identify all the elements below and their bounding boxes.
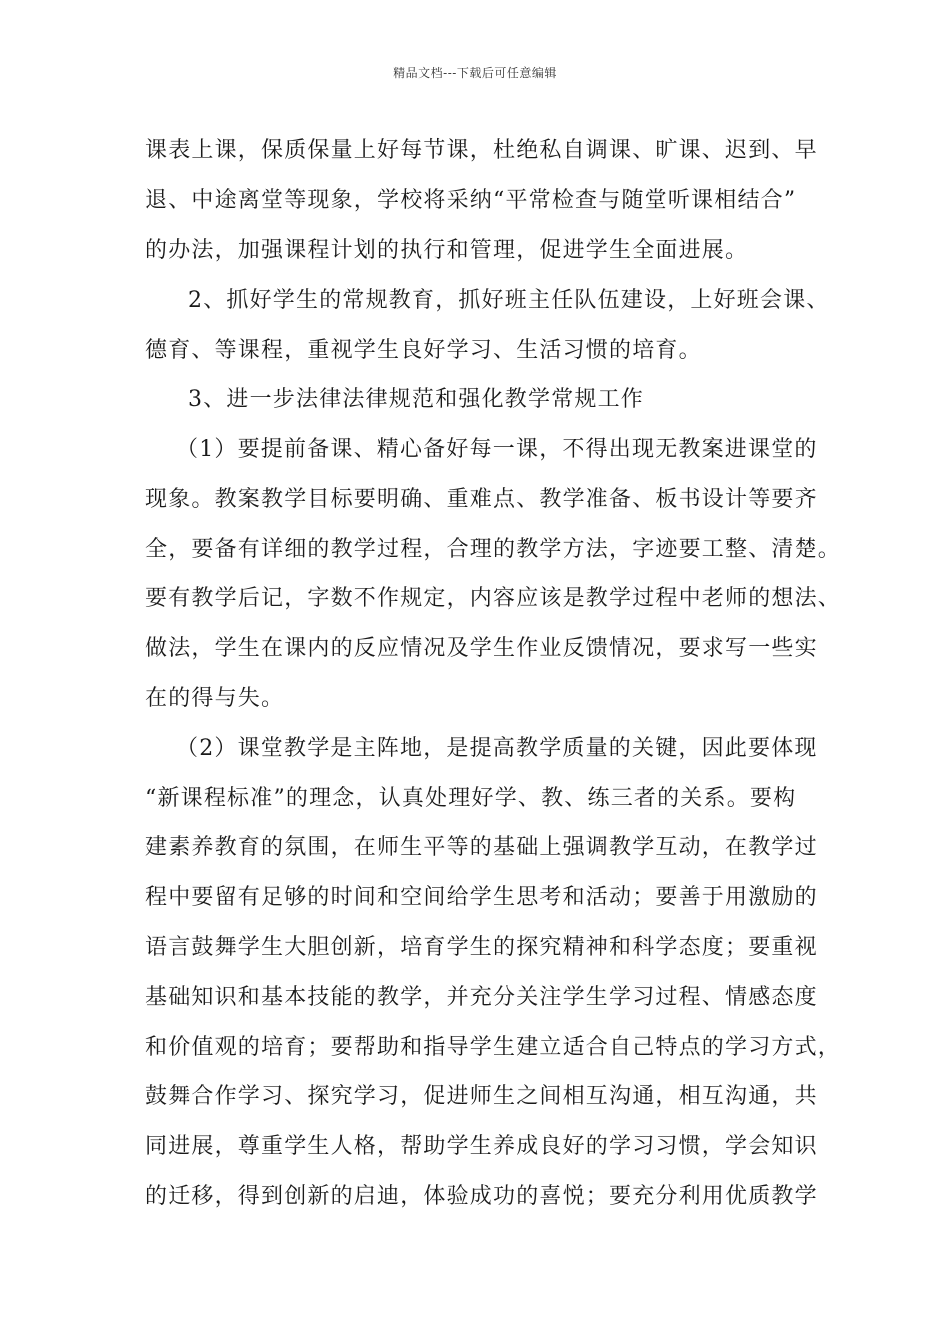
text-line: 课表上课，保质保量上好每节课，杜绝私自调课、旷课、迟到、早 bbox=[145, 138, 818, 163]
text-line: 程中要留有足够的时间和空间给学生思考和活动；要善于用激励的 bbox=[145, 885, 818, 910]
text-line: 3、进一步法律法律规范和强化教学常规工作 bbox=[188, 387, 644, 412]
text-line: 的迁移，得到创新的启迪，体验成功的喜悦；要充分利用优质教学 bbox=[145, 1184, 818, 1209]
text-line: “新课程标准”的理念，认真处理好学、教、练三者的关系。要构 bbox=[145, 786, 797, 811]
page-header: 精品文档---下载后可任意编辑 bbox=[393, 66, 557, 80]
text-line: 全，要备有详细的教学过程，合理的教学方法，字迹要工整、清楚。 bbox=[145, 537, 842, 562]
text-line: 要有教学后记，字数不作规定，内容应该是教学过程中老师的想法、 bbox=[145, 586, 842, 611]
text-line: 和价值观的培育；要帮助和指导学生建立适合自己特点的学习方式， bbox=[145, 1035, 842, 1060]
text-line: （1）要提前备课、精心备好每一课，不得出现无教案进课堂的 bbox=[176, 437, 818, 462]
text-line: 同进展，尊重学生人格，帮助学生养成良好的学习习惯，学会知识 bbox=[145, 1134, 818, 1159]
text-line: 语言鼓舞学生大胆创新，培育学生的探究精神和科学态度；要重视 bbox=[145, 935, 818, 960]
text-line: 现象。教案教学目标要明确、重难点、教学准备、板书设计等要齐 bbox=[145, 487, 818, 512]
text-line: 基础知识和基本技能的教学，并充分关注学生学习过程、情感态度 bbox=[145, 985, 818, 1010]
text-line: （2）课堂教学是主阵地，是提高教学质量的关键，因此要体现 bbox=[176, 736, 818, 761]
text-line: 建素养教育的氛围，在师生平等的基础上强调教学互动，在教学过 bbox=[145, 835, 818, 860]
text-line: 鼓舞合作学习、探究学习，促进师生之间相互沟通，相互沟通，共 bbox=[145, 1084, 818, 1109]
text-line: 做法，学生在课内的反应情况及学生作业反馈情况，要求写一些实 bbox=[145, 636, 818, 661]
text-line: 退、中途离堂等现象，学校将采纳“平常检查与随堂听课相结合” bbox=[145, 188, 797, 213]
text-line: 德育、等课程，重视学生良好学习、生活习惯的培育。 bbox=[145, 338, 702, 363]
text-line: 的办法，加强课程计划的执行和管理，促进学生全面进展。 bbox=[145, 238, 749, 263]
text-line: 在的得与失。 bbox=[145, 686, 285, 711]
text-line: 2、抓好学生的常规教育，抓好班主任队伍建设，上好班会课、 bbox=[188, 288, 830, 313]
